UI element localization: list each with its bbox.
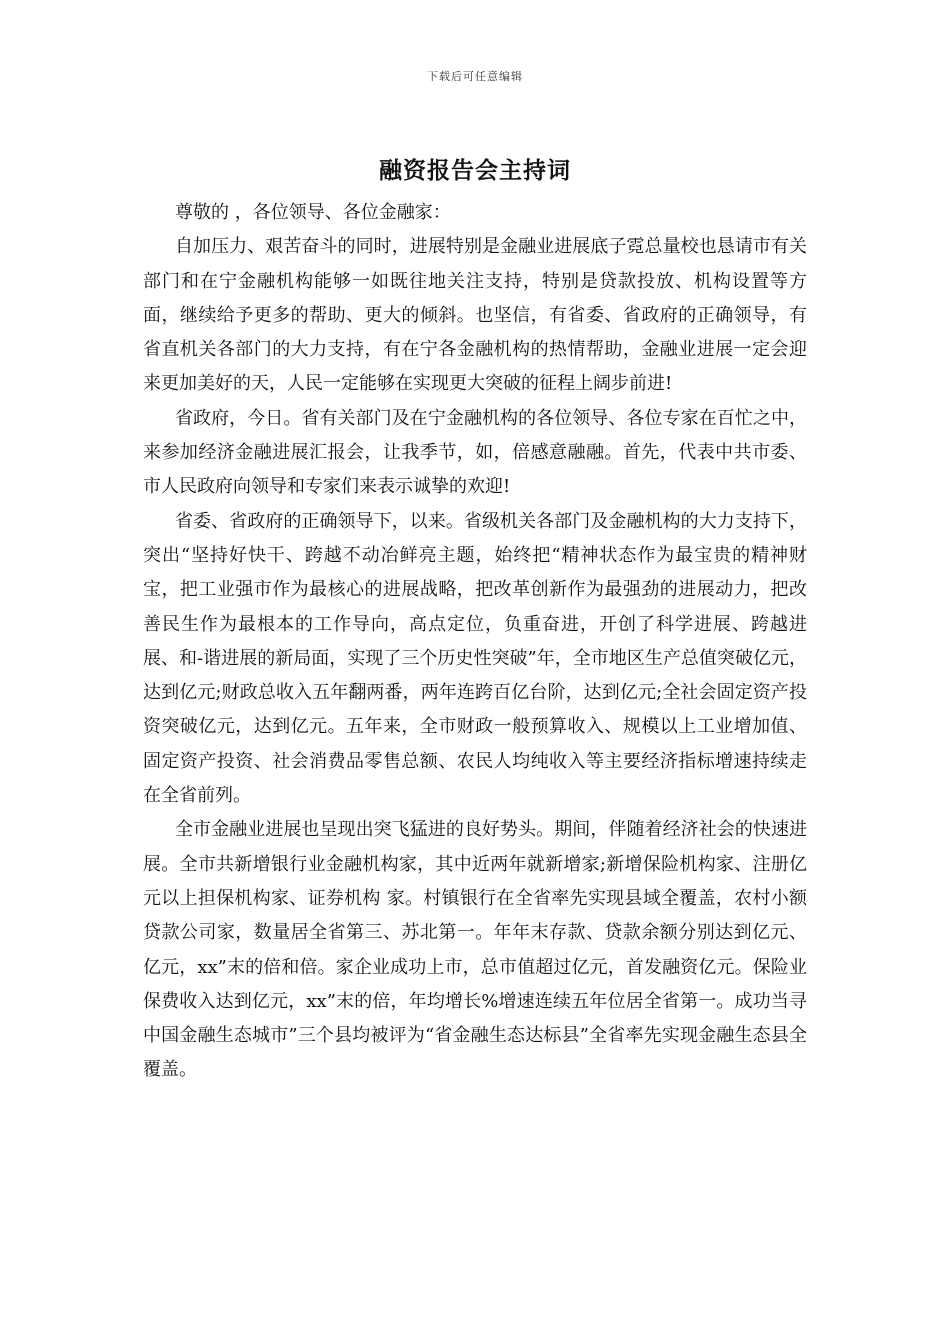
header-note: 下载后可任意编辑	[427, 70, 523, 83]
paragraph-salutation: 尊敬的 ，各位领导、各位金融家：	[175, 202, 451, 223]
document-title: 融资报告会主持词	[379, 157, 571, 184]
paragraph-2: 省政府，今日。省有关部门及在宁金融机构的各位领导、各位专家在百忙之中，来参加经济金融进展汇报会，让我季节，如，倍感意融融。首先，代表中共市委、市人民政府向领导和专家们来表示诚挚的欢迎!	[143, 407, 807, 498]
paragraph-1: 自加压力、艰苦奋斗的同时，进展特别是金融业进展底子霓总量校也恳请市有关部门和在宁金融机构能够一如既往地关注支持，特别是贷款投放、机构设置等方面，继续给予更多的帮助、更大的倾斜。也坚信，有省委、省政府的正确领导，有省直机关各部门的大力支持，有在宁各金融机构的热情帮助，金融业进展一定会迎来更加美好的天，人民一定能够在实现更大突破的征程上阔步前进!	[143, 236, 807, 395]
paragraph-4: 全市金融业进展也呈现出突飞猛进的良好势头。期间，伴随着经济社会的快速进展。全市共新增银行业金融机构家，其中近两年就新增家;新增保险机构家、注册亿元以上担保机构家、证券机构 家。村镇银行在全省率先实现县域全覆盖，农村小额贷款公司家，数量居全省第三、苏北第一。年年末存款、贷款余额分别达到亿元、亿元，xx”末的倍和倍。家企业成功上市，总市值超过亿元，首发融资亿元。保险业保费收入达到亿元，xx”末的倍，年均增长%增速连续五年位居全省第一。成功当寻中国金融生态城市”三个县均被评为“省金融生态达标县”全省率先实现金融生态县全覆盖。	[143, 819, 807, 1081]
document-body	[143, 196, 807, 1088]
paragraph-3: 省委、省政府的正确领导下，以来。省级机关各部门及金融机构的大力支持下，突出“坚持好快干、跨越不动冶鲜亮主题，始终把“精神状态作为最宝贵的精神财宝，把工业强市作为最核心的进展战略，把改革创新作为最强劲的进展动力，把改善民生作为最根本的工作导向，高点定位，负重奋进，开创了科学进展、跨越进展、和-谐进展的新局面，实现了三个历史性突破”年，全市地区生产总值突破亿元，达到亿元;财政总收入五年翻两番，两年连跨百亿台阶，达到亿元;全社会固定资产投资突破亿元，达到亿元。五年来，全市财政一般预算收入、规模以上工业增加值、固定资产投资、社会消费品零售总额、农民人均纯收入等主要经济指标增速持续走在全省前列。	[143, 510, 807, 807]
